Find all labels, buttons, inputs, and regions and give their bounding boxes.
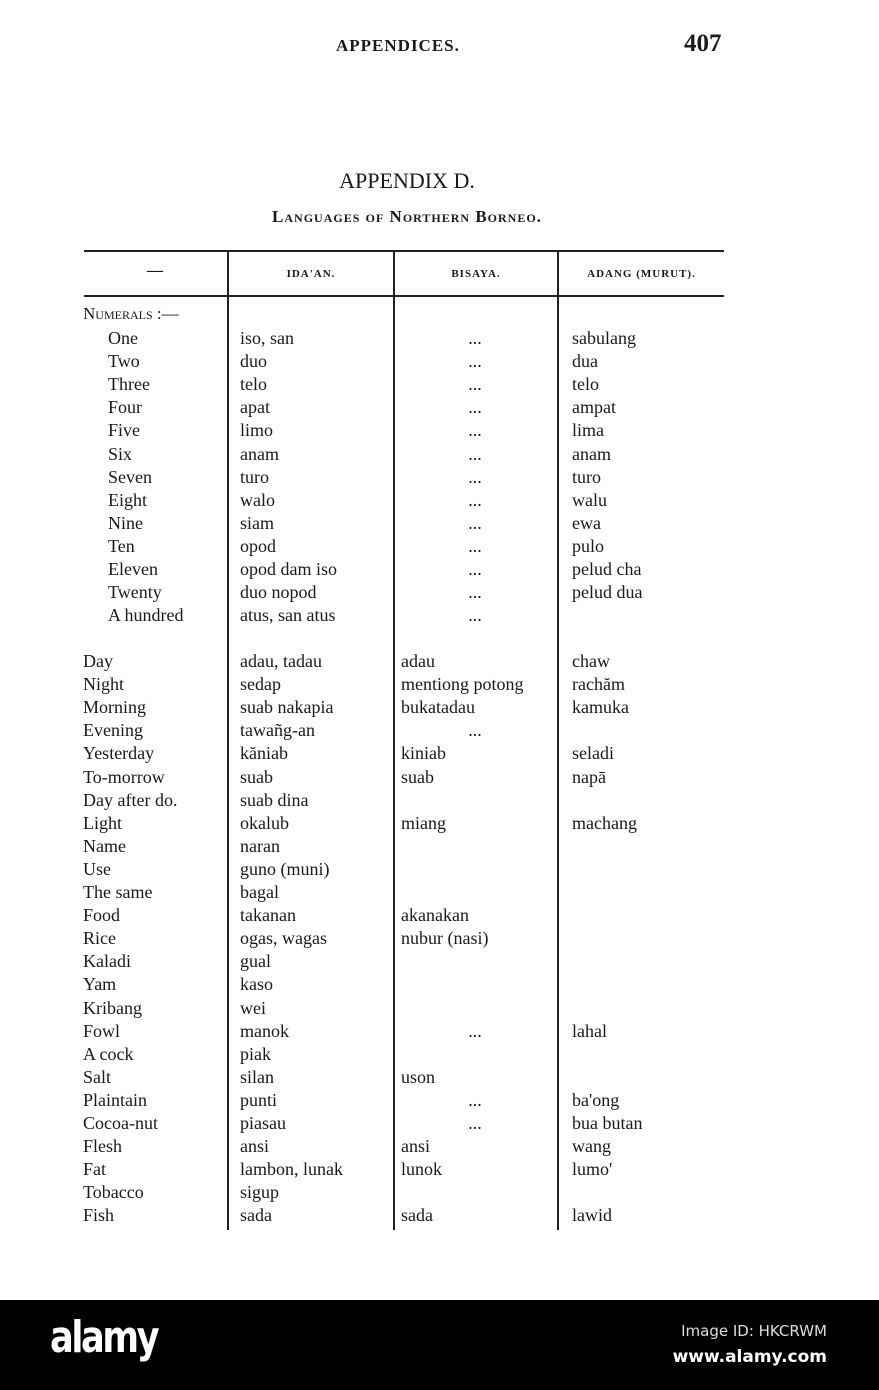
table-row <box>0 489 879 512</box>
table-row <box>0 673 879 696</box>
table-row <box>0 950 879 973</box>
cell-idaan: kăniab <box>240 743 288 764</box>
cell-adang: pelud dua <box>572 582 643 603</box>
cell-english: Flesh <box>83 1136 123 1157</box>
table-row <box>0 604 879 627</box>
table-row <box>0 1066 879 1089</box>
cell-idaan: iso, san <box>240 328 294 348</box>
cell-english: Use <box>83 858 111 879</box>
cell-idaan: telo <box>240 374 267 395</box>
cell-idaan: suab nakapia <box>240 697 334 718</box>
cell-idaan: guno (muni) <box>240 858 330 879</box>
table-header-rule <box>84 295 724 297</box>
cell-english: A hundred <box>108 605 184 626</box>
cell-adang: wang <box>572 1136 611 1157</box>
cell-english: Name <box>83 835 126 856</box>
cell-idaan: sigup <box>240 1182 280 1203</box>
cell-english: Seven <box>108 466 152 487</box>
cell-english: Ten <box>108 535 135 556</box>
cell-english: Morning <box>83 697 146 718</box>
cell-idaan: sada <box>240 1205 272 1226</box>
cell-bisaya: ... <box>468 420 482 441</box>
cell-adang: anam <box>572 443 611 464</box>
cell-english: Day after do. <box>83 789 178 810</box>
cell-idaan: apat <box>240 397 270 418</box>
cell-english: Kaladi <box>83 951 131 972</box>
cell-adang: napā <box>572 766 606 787</box>
cell-adang: ampat <box>572 397 616 418</box>
cell-idaan: turo <box>240 466 269 487</box>
cell-idaan: suab dina <box>240 789 309 810</box>
cell-idaan: limo <box>240 420 274 441</box>
cell-english: Twenty <box>108 582 162 603</box>
table-row <box>0 1089 879 1112</box>
cell-english: To-morrow <box>83 766 165 787</box>
table-row <box>0 812 879 835</box>
cell-idaan: kaso <box>240 974 273 995</box>
cell-adang: dua <box>572 351 598 372</box>
cell-english: Yam <box>83 974 117 995</box>
cell-english: Fish <box>83 1205 115 1226</box>
image-id: Image ID: HKCRWM <box>681 1322 827 1340</box>
cell-adang: pelud cha <box>572 559 642 579</box>
cell-idaan: opod <box>240 535 276 556</box>
cell-english: Nine <box>108 512 143 533</box>
cell-english: Eight <box>108 489 147 510</box>
cell-adang: bua butan <box>572 1113 643 1133</box>
cell-bisaya: miang <box>401 812 446 833</box>
table-row <box>0 1043 879 1066</box>
cell-bisaya: ... <box>468 1089 482 1110</box>
cell-bisaya: kiniab <box>401 743 446 764</box>
cell-english: Tobacco <box>83 1182 144 1203</box>
cell-idaan: okalub <box>240 812 289 833</box>
column-header-idaan: IDA'AN. <box>286 268 336 280</box>
table-top-rule <box>84 250 724 252</box>
table-row <box>0 581 879 604</box>
cell-english: Three <box>108 374 150 395</box>
running-head: APPENDICES. <box>336 36 460 55</box>
table-row <box>0 350 879 373</box>
cell-idaan: piasau <box>240 1113 286 1133</box>
cell-adang: walu <box>572 489 607 510</box>
cell-bisaya: ... <box>468 605 482 626</box>
cell-bisaya: ... <box>468 1020 482 1041</box>
cell-bisaya: nubur (nasi) <box>401 928 489 949</box>
cell-idaan: takanan <box>240 905 296 926</box>
cell-english: Food <box>83 905 121 926</box>
cell-adang: telo <box>572 374 599 395</box>
table-row <box>0 835 879 858</box>
cell-adang: turo <box>572 466 601 487</box>
cell-bisaya: ... <box>468 374 482 395</box>
cell-adang: chaw <box>572 651 610 671</box>
table-row <box>0 927 879 950</box>
cell-english: Two <box>108 351 140 372</box>
table-row <box>0 997 879 1020</box>
cell-bisaya: ... <box>468 1113 482 1133</box>
section-label-numerals: Numerals :— <box>83 304 179 323</box>
cell-english: Fowl <box>83 1020 121 1041</box>
cell-bisaya: suab <box>401 766 434 787</box>
cell-bisaya: bukatadau <box>401 697 475 718</box>
cell-bisaya: ... <box>468 397 482 418</box>
cell-idaan: silan <box>240 1066 274 1087</box>
cell-bisaya: ... <box>468 328 482 348</box>
cell-adang: sabulang <box>572 328 636 348</box>
table-row <box>0 881 879 904</box>
cell-idaan: opod dam iso <box>240 559 337 579</box>
cell-idaan: punti <box>240 1089 278 1110</box>
cell-idaan: naran <box>240 835 280 856</box>
cell-adang: lawid <box>572 1205 612 1226</box>
cell-adang: lima <box>572 420 604 441</box>
cell-bisaya: uson <box>401 1066 436 1087</box>
cell-english: Eleven <box>108 559 158 579</box>
cell-idaan: manok <box>240 1020 289 1041</box>
cell-adang: seladi <box>572 743 614 764</box>
table-row <box>0 766 879 789</box>
table-row <box>0 789 879 812</box>
cell-bisaya: mentiong potong <box>401 674 524 695</box>
cell-english: One <box>108 328 138 348</box>
cell-adang: ewa <box>572 512 601 533</box>
cell-adang: ba'ong <box>572 1089 620 1110</box>
cell-idaan: gual <box>240 951 271 972</box>
cell-english: Rice <box>83 928 116 949</box>
cell-bisaya: ... <box>468 559 482 579</box>
cell-bisaya: ... <box>468 489 482 510</box>
table-row <box>0 327 879 350</box>
cell-idaan: lambon, lunak <box>240 1159 343 1180</box>
table-row <box>0 719 879 742</box>
cell-english: Cocoa-nut <box>83 1113 158 1133</box>
table-row <box>0 535 879 558</box>
alamy-logo: alamy <box>50 1312 158 1363</box>
watermark-footer <box>0 1300 879 1390</box>
table-row <box>0 904 879 927</box>
cell-english: Evening <box>83 720 143 741</box>
table-row <box>0 512 879 535</box>
cell-bisaya: ... <box>468 582 482 603</box>
table-row <box>0 1158 879 1181</box>
cell-idaan: ogas, wagas <box>240 928 327 949</box>
cell-idaan: adau, tadau <box>240 651 322 671</box>
table-row <box>0 1204 879 1227</box>
cell-english: Four <box>108 397 143 418</box>
table-row <box>0 558 879 581</box>
page-subtitle: Languages of Northern Borneo. <box>272 207 542 226</box>
cell-english: Light <box>83 812 122 833</box>
cell-adang: kamuka <box>572 697 629 718</box>
cell-idaan: bagal <box>240 882 279 902</box>
page-number: 407 <box>684 30 722 57</box>
cell-english: Six <box>108 443 133 464</box>
cell-bisaya: ... <box>468 351 482 372</box>
column-header-adang: ADANG (MURUT). <box>587 268 696 280</box>
cell-bisaya: ... <box>468 443 482 464</box>
cell-bisaya: ... <box>468 466 482 487</box>
column-header-bisaya: BISAYA. <box>451 268 501 280</box>
cell-bisaya: lunok <box>401 1159 443 1180</box>
cell-bisaya: sada <box>401 1205 433 1226</box>
cell-bisaya: ... <box>468 535 482 556</box>
table-row <box>0 466 879 489</box>
cell-bisaya: adau <box>401 651 435 671</box>
table-row <box>0 396 879 419</box>
page-title: APPENDIX D. <box>339 168 475 193</box>
cell-english: The same <box>83 882 153 902</box>
cell-idaan: sedap <box>240 674 281 695</box>
cell-idaan: siam <box>240 512 274 533</box>
cell-idaan: duo nopod <box>240 582 317 603</box>
cell-english: Yesterday <box>83 743 155 764</box>
cell-adang: lahal <box>572 1020 607 1041</box>
table-row <box>0 373 879 396</box>
cell-bisaya: ansi <box>401 1136 430 1157</box>
cell-idaan: anam <box>240 443 279 464</box>
cell-english: Kribang <box>83 997 142 1018</box>
table-row <box>0 419 879 442</box>
table-row <box>0 1020 879 1043</box>
cell-adang: rachăm <box>572 674 625 695</box>
cell-bisaya: ... <box>468 720 482 741</box>
cell-english: Day <box>83 651 113 671</box>
table-row <box>0 1181 879 1204</box>
cell-idaan: atus, san atus <box>240 605 336 626</box>
table-row <box>0 742 879 765</box>
table-row <box>0 1112 879 1135</box>
cell-idaan: suab <box>240 766 273 787</box>
table-row <box>0 443 879 466</box>
cell-bisaya: akanakan <box>401 905 469 926</box>
cell-adang: machang <box>572 812 637 833</box>
cell-idaan: ansi <box>240 1136 269 1157</box>
site-url: www.alamy.com <box>672 1347 827 1367</box>
cell-idaan: duo <box>240 351 267 372</box>
cell-adang: lumo' <box>572 1159 613 1180</box>
cell-english: Salt <box>83 1066 112 1087</box>
table-row <box>0 650 879 673</box>
cell-adang: pulo <box>572 535 605 556</box>
table-row <box>0 973 879 996</box>
cell-english: A cock <box>83 1043 134 1064</box>
table-row <box>0 696 879 719</box>
cell-bisaya: ... <box>468 512 482 533</box>
cell-idaan: tawañg-an <box>240 720 315 741</box>
cell-idaan: piak <box>240 1043 271 1064</box>
column-header-english: — <box>147 262 164 279</box>
cell-english: Five <box>108 420 141 441</box>
cell-english: Night <box>83 674 125 695</box>
cell-idaan: walo <box>240 489 275 510</box>
cell-idaan: wei <box>240 997 266 1018</box>
cell-english: Plaintain <box>83 1089 147 1110</box>
table-row <box>0 858 879 881</box>
table-row <box>0 1135 879 1158</box>
cell-english: Fat <box>83 1159 107 1180</box>
